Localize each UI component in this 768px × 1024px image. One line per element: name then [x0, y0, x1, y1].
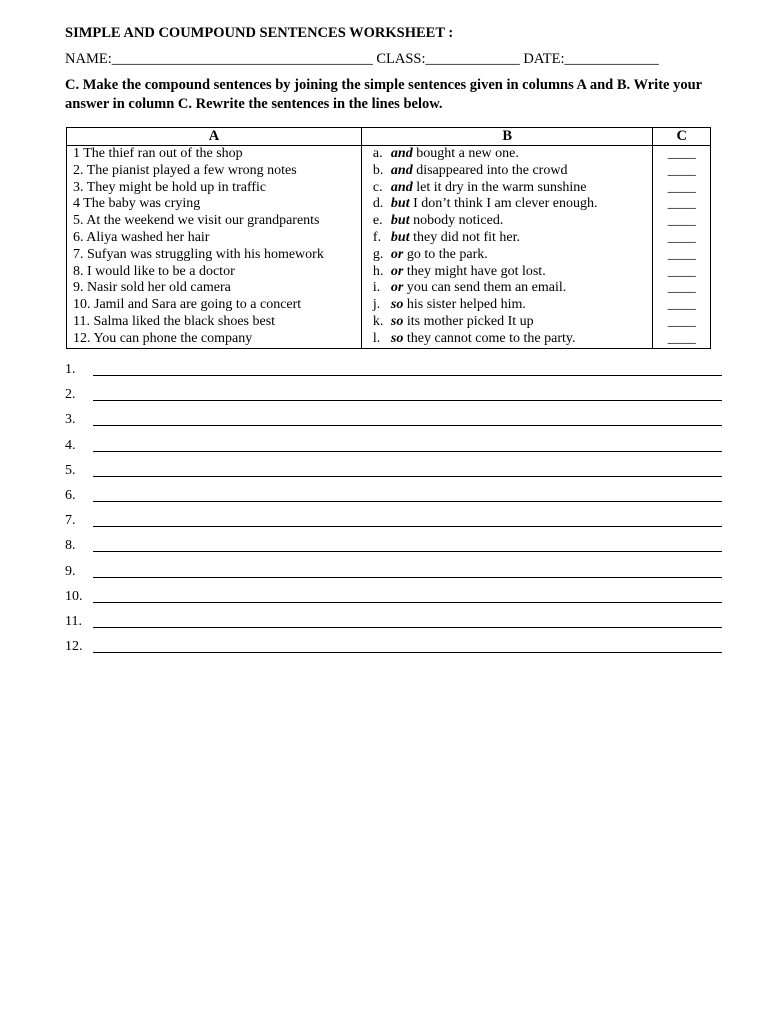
sentence-a: 11. Salma liked the black shoes best [67, 314, 362, 331]
sentence-b [361, 280, 653, 297]
sentence-b-text: its mother picked It up [403, 313, 534, 329]
conjunction: and [390, 179, 413, 195]
conjunction: so [390, 330, 404, 346]
sentence-a: 9. Nasir sold her old camera [67, 280, 362, 297]
column-b-header: B [361, 128, 653, 146]
answer-line-number: 9. [65, 563, 76, 579]
table-row [67, 264, 711, 281]
conjunction: or [390, 280, 404, 296]
table-row [67, 280, 711, 297]
answer-blank[interactable]: ____ [667, 179, 696, 195]
sentence-b-text: you can send them an email. [403, 280, 567, 296]
conjunction: or [390, 263, 404, 279]
answer-line-rule[interactable] [93, 375, 722, 376]
sentence-b-text: his sister helped him. [403, 297, 526, 313]
student-info-line [65, 51, 659, 68]
sentence-b [361, 264, 653, 281]
table-row [67, 297, 711, 314]
sentence-a: 5. At the weekend we visit our grandparents [67, 213, 362, 230]
sentence-a: 12. You can phone the company [67, 331, 362, 348]
answer-blank[interactable]: ____ [667, 196, 696, 212]
option-letter: h. [372, 263, 384, 279]
sentence-b-text: they did not fit her. [409, 229, 521, 245]
option-letter: e. [372, 213, 383, 229]
table-body [67, 146, 711, 349]
answer-line-rule[interactable] [93, 451, 722, 452]
name-label: NAME: [65, 51, 112, 67]
sentence-a: 8. I would like to be a doctor [67, 264, 362, 281]
answer-line-rule[interactable] [93, 425, 722, 426]
option-letter: a. [372, 146, 383, 161]
sentence-a: 6. Aliya washed her hair [67, 230, 362, 247]
table-row [67, 180, 711, 197]
option-letter: f. [372, 229, 382, 245]
answer-line[interactable] [65, 438, 725, 463]
table-row [67, 331, 711, 348]
sentence-b-text: they cannot come to the party. [403, 330, 576, 346]
sentence-b [361, 230, 653, 247]
sentence-b-text: go to the park. [403, 246, 488, 262]
sentence-b [361, 213, 653, 230]
answer-blank[interactable]: ____ [667, 263, 696, 279]
answer-line-rule[interactable] [93, 652, 722, 653]
answer-line-number: 4. [65, 437, 76, 453]
option-letter: l. [372, 330, 381, 346]
answer-line[interactable] [65, 614, 725, 639]
column-c-header: C [653, 128, 711, 146]
answer-blank[interactable]: ____ [667, 162, 696, 178]
option-letter: b. [372, 162, 384, 178]
table-row [67, 247, 711, 264]
instructions: C. Make the compound sentences by joining the simple sentences given in columns A and B. Write your answer in column C. Rewrite the sentences in the lines below. [65, 77, 702, 112]
column-a-header: A [67, 128, 362, 146]
sentence-b-text: disappeared into the crowd [412, 162, 568, 178]
answer-line-number: 12. [65, 639, 83, 655]
sentence-b [361, 247, 653, 264]
table-header-row [67, 128, 711, 146]
option-letter: k. [372, 313, 384, 329]
worksheet-title: SIMPLE AND COUMPOUND SENTENCES WORKSHEET : [65, 25, 454, 41]
answer-line[interactable] [65, 362, 725, 387]
answer-blank[interactable]: ____ [667, 297, 696, 313]
answer-line-number: 11. [65, 613, 82, 629]
option-letter: i. [372, 280, 381, 296]
sentence-b [361, 196, 653, 213]
sentence-a: 4 The baby was crying [67, 196, 362, 213]
name-field[interactable]: ____________________________________ [111, 51, 373, 67]
answer-line-rule[interactable] [93, 577, 722, 578]
sentence-b-text: they might have got lost. [403, 263, 546, 279]
sentence-a: 2. The pianist played a few wrong notes [67, 163, 362, 180]
conjunction: but [390, 229, 410, 245]
answer-line-number: 6. [65, 487, 76, 503]
date-label: DATE: [523, 51, 565, 67]
conjunction: or [390, 246, 404, 262]
table-row [67, 163, 711, 180]
sentence-b-text: bought a new one. [412, 146, 519, 161]
answer-line[interactable] [65, 412, 725, 437]
answer-blank[interactable]: ____ [667, 246, 696, 262]
answer-line[interactable] [65, 513, 725, 538]
answer-blank[interactable]: ____ [667, 280, 696, 296]
conjunction: so [390, 297, 404, 313]
sentence-b-text: let it dry in the warm sunshine [412, 179, 587, 195]
sentence-b [361, 331, 653, 348]
sentence-a: 3. They might be hold up in traffic [67, 180, 362, 197]
option-letter: j. [372, 297, 381, 313]
matching-table [66, 127, 711, 349]
answer-line[interactable] [65, 488, 725, 513]
option-letter: d. [372, 196, 384, 212]
sentence-b [361, 297, 653, 314]
answer-line-rule[interactable] [93, 501, 722, 502]
sentence-a: 1 The thief ran out of the shop [67, 146, 362, 163]
option-letter: g. [372, 246, 384, 262]
table-row [67, 213, 711, 230]
table-row [67, 146, 711, 163]
table-row [67, 196, 711, 213]
answer-line-number: 1. [65, 362, 76, 377]
answer-line[interactable] [65, 538, 725, 563]
answer-line[interactable] [65, 463, 725, 488]
class-label: CLASS: [376, 51, 426, 67]
answer-line-number: 10. [65, 588, 83, 604]
table-row [67, 230, 711, 247]
answer-blank[interactable]: ____ [667, 213, 696, 229]
conjunction: and [390, 162, 413, 178]
sentence-b [361, 180, 653, 197]
sentence-b-text: I don’t think I am clever enough. [409, 196, 598, 212]
answer-line-number: 3. [65, 412, 76, 428]
answer-line-rule[interactable] [93, 627, 722, 628]
table-row [67, 314, 711, 331]
answer-line-rule[interactable] [93, 551, 722, 552]
answer-lines [65, 362, 725, 664]
answer-line-rule[interactable] [93, 476, 722, 477]
answer-blank[interactable]: ____ [667, 330, 696, 346]
answer-blank[interactable]: ____ [667, 146, 696, 161]
answer-blank[interactable]: ____ [667, 229, 696, 245]
answer-line-number: 7. [65, 513, 76, 529]
answer-line-rule[interactable] [93, 602, 722, 603]
answer-line[interactable] [65, 387, 725, 412]
answer-line[interactable] [65, 564, 725, 589]
sentence-a: 7. Sufyan was struggling with his homework [67, 247, 362, 264]
answer-line-rule[interactable] [93, 400, 722, 401]
class-field[interactable]: _____________ [425, 51, 520, 67]
date-field[interactable]: _____________ [564, 51, 659, 67]
conjunction: but [390, 196, 410, 212]
sentence-a: 10. Jamil and Sara are going to a concert [67, 297, 362, 314]
conjunction: and [390, 146, 413, 161]
answer-blank[interactable]: ____ [667, 313, 696, 329]
answer-line-rule[interactable] [93, 526, 722, 527]
sentence-b [361, 163, 653, 180]
option-letter: c. [372, 179, 383, 195]
answer-line[interactable] [65, 639, 725, 664]
sentence-b-text: nobody noticed. [409, 213, 504, 229]
conjunction: so [390, 313, 404, 329]
sentence-b [361, 314, 653, 331]
answer-line[interactable] [65, 589, 725, 614]
sentence-b [361, 146, 653, 163]
answer-line-number: 2. [65, 387, 76, 403]
conjunction: but [390, 213, 410, 229]
answer-line-number: 5. [65, 462, 76, 478]
answer-line-number: 8. [65, 538, 76, 554]
